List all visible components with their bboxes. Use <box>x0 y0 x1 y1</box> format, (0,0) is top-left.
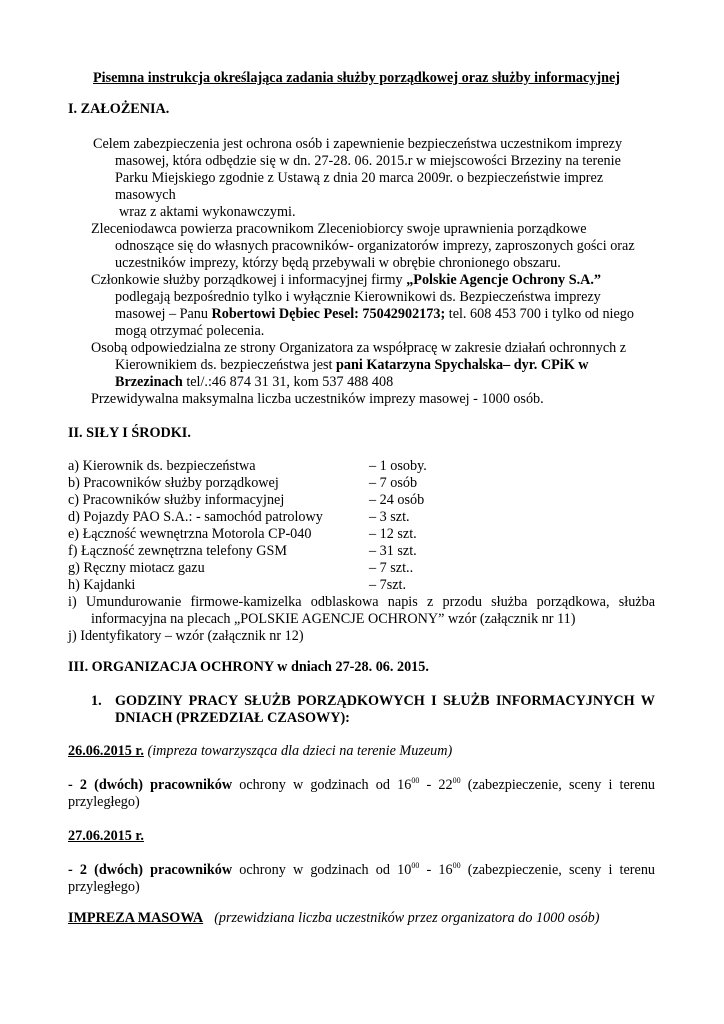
time-from-minutes: 00 <box>411 776 420 785</box>
resource-label: f) Łączność zewnętrzna telefony GSM <box>68 543 288 559</box>
resource-item-uniform: i) Umundurowanie firmowe-kamizelka odblaskowa napis z przodu służba porządkowa, służba <box>68 594 655 610</box>
paragraph-line: odnoszące się do własnych pracowników- organizatorów imprezy, zaproszonych gości oraz <box>115 238 635 254</box>
day-2-staff-cont: przyległego) <box>68 879 140 895</box>
resource-label: d) Pojazdy PAO S.A.: - samochód patrolowy <box>68 509 323 525</box>
resource-label: g) Ręczny miotacz gazu <box>68 560 205 576</box>
resource-value: – 1 osoby. <box>369 458 427 474</box>
document-title: Pisemna instrukcja określająca zadania służby porządkowej oraz służby informacyjnej <box>93 70 621 86</box>
time-from: 10 <box>397 862 412 878</box>
time-from-minutes: 00 <box>411 861 420 870</box>
subsection-heading: GODZINY PRACY SŁUŻB PORZĄDKOWYCH I SŁUŻB INFORMACYJNYCH W <box>115 693 655 709</box>
resource-value: – 3 szt. <box>369 509 410 525</box>
text-run: tel. 608 453 700 i tylko od niego <box>445 306 634 322</box>
organizer-contact-place: Brzezinach <box>115 374 183 390</box>
company-name: „Polskie Agencje Ochrony S.A.” <box>406 272 602 288</box>
day-1-staff-cont: przyległego) <box>68 794 140 810</box>
resource-value: – 31 szt. <box>369 543 417 559</box>
text-run: - <box>419 777 439 793</box>
mass-event-label: IMPREZA MASOWA <box>68 910 204 926</box>
resource-item-ids: j) Identyfikatory – wzór (załącznik nr 12) <box>68 628 304 644</box>
text-run: ochrony w godzinach od <box>232 862 398 878</box>
text-run: ochrony w godzinach od <box>232 777 398 793</box>
resource-label: a) Kierownik ds. bezpieczeństwa <box>68 458 256 474</box>
mass-event-line <box>68 910 600 928</box>
paragraph-line: Parku Miejskiego zgodnie z Ustawą z dnia 20 marca 2009r. o bezpieczeństwie imprez <box>115 170 604 186</box>
time-to: 22 <box>438 777 453 793</box>
subsection-heading-cont: DNIACH (PRZEDZIAŁ CZASOWY): <box>115 710 350 726</box>
paragraph-line: Zleceniodawca powierza pracownikom Zleceniobiorcy swoje uprawnienia porządkowe <box>91 221 587 237</box>
resource-label: e) Łączność wewnętrzna Motorola CP-040 <box>68 526 312 542</box>
resource-value: – 7 szt.. <box>369 560 414 576</box>
section-3-heading: III. ORGANIZACJA OCHRONY w dniach 27-28. 06. 2015. <box>68 659 429 675</box>
staff-count: - 2 (dwóch) pracowników <box>68 862 233 878</box>
text-run: Członkowie służby porządkowej i informacyjnej firmy <box>91 272 407 288</box>
day-2-staff <box>68 862 655 880</box>
security-manager-name: Robertowi Dębiec Pesel: 75042902173; <box>211 306 446 322</box>
day-2-date: 27.06.2015 r. <box>68 828 144 844</box>
paragraph-line: wraz z aktami wykonawczymi. <box>119 204 296 220</box>
resource-label: b) Pracowników służby porządkowej <box>68 475 279 491</box>
staff-count: - 2 (dwóch) pracowników <box>68 777 233 793</box>
resource-value: – 24 osób <box>369 492 425 508</box>
day-1-note: (impreza towarzysząca dla dzieci na terenie Muzeum) <box>143 743 453 759</box>
paragraph-line: Przewidywalna maksymalna liczba uczestników imprezy masowej - 1000 osób. <box>91 391 544 407</box>
paragraph-line: masowej, która odbędzie się w dn. 27-28. 06. 2015.r w miejscowości Brzeziny na terenie <box>115 153 621 169</box>
paragraph-line: uczestników imprezy, którzy będą przebywali w obrębie chronionego obszaru. <box>115 255 561 271</box>
text-run: masowej – Panu <box>115 306 212 322</box>
paragraph-line <box>115 306 634 324</box>
paragraph-line: masowych <box>115 187 176 203</box>
paragraph-line: mogą otrzymać polecenia. <box>115 323 265 339</box>
resource-value: – 7szt. <box>369 577 407 593</box>
resource-item-uniform-cont: informacyjna na plecach „POLSKIE AGENCJE OCHRONY” wzór (załącznik nr 11) <box>91 611 576 627</box>
resource-value: – 7 osób <box>369 475 418 491</box>
time-from: 16 <box>397 777 412 793</box>
paragraph-line <box>91 272 601 290</box>
text-run: Kierownikiem ds. bezpieczeństwa jest <box>115 357 337 373</box>
organizer-contact-name: pani Katarzyna Spychalska– dyr. CPiK w <box>336 357 589 373</box>
text-run: (zabezpieczenie, sceny i terenu <box>460 862 656 878</box>
text-run: - <box>419 862 439 878</box>
day-1-date: 26.06.2015 r. <box>68 743 144 759</box>
section-2-heading: II. SIŁY I ŚRODKI. <box>68 425 191 441</box>
time-to-minutes: 00 <box>452 776 461 785</box>
paragraph-line: Osobą odpowiedzialna ze strony Organizatora za współpracę w zakresie działań ochronnych z <box>91 340 627 356</box>
day-1-staff <box>68 777 655 795</box>
paragraph-line: Celem zabezpieczenia jest ochrona osób i zapewnienie bezpieczeństwa uczestnikom imprezy <box>93 136 623 152</box>
time-to-minutes: 00 <box>452 861 461 870</box>
resource-value: – 12 szt. <box>369 526 417 542</box>
resource-label: h) Kajdanki <box>68 577 136 593</box>
paragraph-line <box>115 374 393 392</box>
resource-label: c) Pracowników służby informacyjnej <box>68 492 285 508</box>
mass-event-note: (przewidziana liczba uczestników przez organizatora do 1000 osób) <box>214 910 600 926</box>
section-1-heading: I. ZAŁOŻENIA. <box>68 101 170 117</box>
text-run: (zabezpieczenie, sceny i terenu <box>460 777 656 793</box>
paragraph-line <box>115 357 589 375</box>
paragraph-line: podlegają bezpośrednio tylko i wyłącznie Kierownikowi ds. Bezpieczeństwa imprezy <box>115 289 601 305</box>
day-1-header <box>68 743 452 761</box>
time-to: 16 <box>438 862 453 878</box>
subsection-number: 1. <box>91 693 102 709</box>
organizer-contact-phone: tel/.:46 874 31 31, kom 537 488 408 <box>182 374 394 390</box>
